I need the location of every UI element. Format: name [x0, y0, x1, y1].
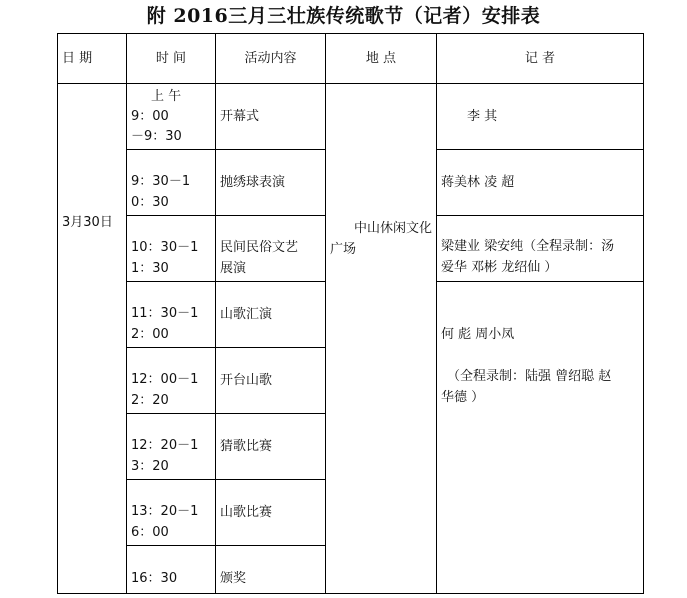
time-label: 2：00 — [131, 327, 169, 342]
activity-cell — [216, 84, 326, 150]
page-title: 附 2016三月三壮族传统歌节（记者）安排表 — [146, 5, 541, 27]
table-header-row — [58, 34, 644, 84]
header-time: 时 间 — [127, 34, 216, 84]
header-date: 日 期 — [58, 34, 127, 84]
activity-cell — [216, 348, 326, 414]
time-label: 16：30 — [131, 571, 178, 586]
activity-cell — [216, 480, 326, 546]
reporter-cell — [437, 84, 644, 150]
activity-cell — [216, 414, 326, 480]
location-cell — [326, 84, 437, 594]
activity-label: 开台山歌 — [220, 373, 273, 388]
time-cell — [127, 216, 216, 282]
activity-label: 展演 — [220, 261, 247, 276]
reporter-name: （全程录制：陆强 曾绍聪 赵 — [447, 369, 612, 384]
activity-cell — [216, 216, 326, 282]
activity-label: 抛绣球表演 — [220, 175, 286, 190]
activity-cell — [216, 546, 326, 594]
time-cell — [127, 282, 216, 348]
time-label: 6：00 — [131, 525, 169, 540]
header-activity: 活动内容 — [216, 34, 326, 84]
time-cell — [127, 348, 216, 414]
time-cell — [127, 84, 216, 150]
reporter-cell — [437, 282, 644, 594]
activity-label: 民间民俗文艺 — [220, 240, 299, 255]
reporter-name: 李 其 — [467, 109, 498, 124]
date-value: 3月30日 — [62, 215, 113, 230]
time-cell — [127, 150, 216, 216]
activity-label: 山歌比赛 — [220, 505, 273, 520]
time-cell — [127, 546, 216, 594]
time-cell — [127, 480, 216, 546]
time-label: 9：30－1 — [131, 174, 191, 189]
table-row — [58, 84, 644, 150]
reporter-cell — [437, 150, 644, 216]
time-label: －9：30 — [131, 128, 182, 144]
reporter-name: 梁建业 梁安纯（全程录制：汤 — [441, 239, 615, 254]
location-value: 中山休闲文化广场 — [330, 221, 433, 257]
activity-cell — [216, 150, 326, 216]
time-label: 10：30－1 — [131, 240, 199, 255]
header-reporters: 记 者 — [437, 34, 644, 84]
time-label: 12：20－1 — [131, 438, 199, 453]
time-label: 13：20－1 — [131, 504, 199, 519]
activity-label: 开幕式 — [220, 109, 260, 124]
reporter-name: 何 彪 周小凤 — [441, 327, 515, 342]
time-label: 12：00－1 — [131, 372, 199, 387]
schedule-table — [57, 33, 644, 594]
time-label: 上 午 — [151, 88, 182, 104]
header-location: 地 点 — [326, 34, 437, 84]
time-label: 1：30 — [131, 261, 169, 276]
reporter-name: 华德 ） — [441, 390, 485, 405]
activity-label: 颁奖 — [220, 571, 247, 586]
time-label: 11：30－1 — [131, 306, 199, 321]
time-cell — [127, 414, 216, 480]
reporter-name: 爱华 邓彬 龙绍仙 ） — [441, 260, 558, 275]
time-label: 2：20 — [131, 393, 169, 408]
time-label: 0：30 — [131, 195, 169, 210]
activity-cell — [216, 282, 326, 348]
time-label: 3：20 — [131, 459, 169, 474]
activity-label: 山歌汇演 — [220, 307, 273, 322]
date-cell — [58, 84, 127, 594]
reporter-name: 蒋美林 凌 超 — [441, 175, 515, 190]
time-label: 9：00 — [131, 108, 169, 124]
activity-label: 猜歌比赛 — [220, 439, 273, 454]
reporter-cell — [437, 216, 644, 282]
